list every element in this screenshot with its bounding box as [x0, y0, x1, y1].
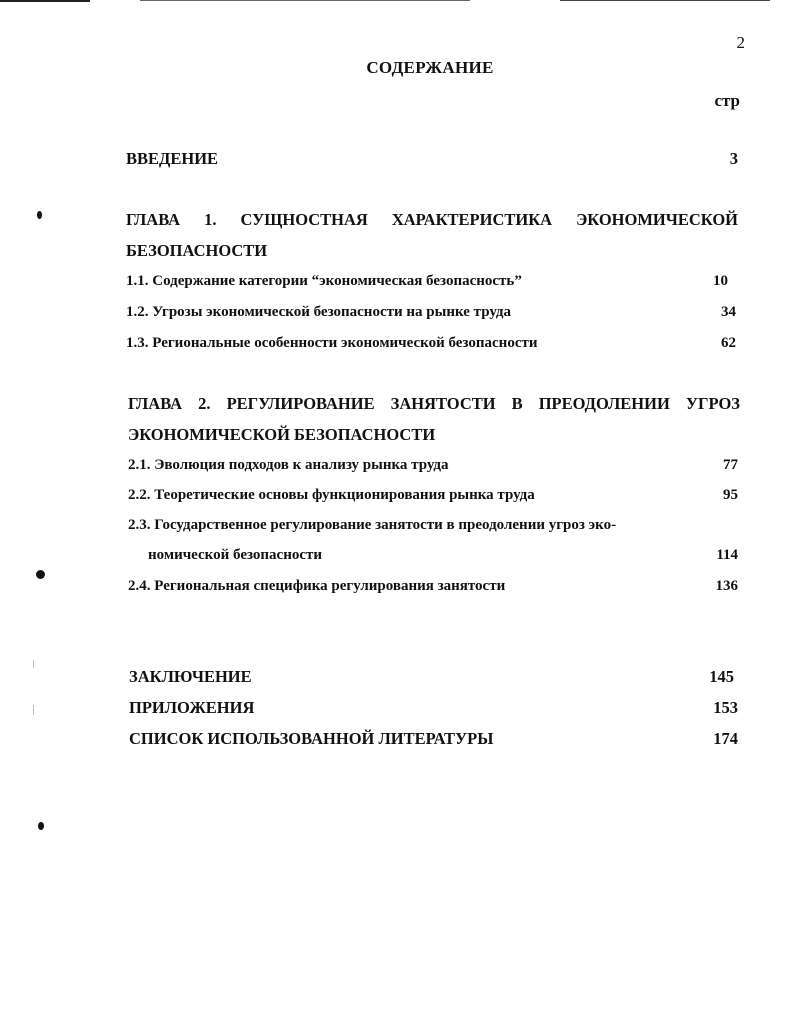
scan-speck [33, 705, 34, 715]
scan-speck [33, 660, 34, 668]
toc-entry-appendices [129, 698, 738, 724]
toc-entry-label: 2.2. Теоретические основы функционирования рынка труда [128, 487, 535, 503]
toc-entry-page: 153 [713, 698, 738, 717]
toc-entry-label: 2.4. Региональная специфика регулирования занятости [128, 578, 506, 594]
toc-entry-page: 77 [723, 457, 738, 473]
page-number: 2 [736, 33, 745, 52]
toc-entry-label: СПИСОК ИСПОЛЬЗОВАННОЙ ЛИТЕРАТУРЫ [129, 729, 494, 748]
toc-entry-2-3 [128, 517, 738, 543]
toc-entry-intro [126, 149, 738, 175]
chapter-1-heading [126, 204, 738, 266]
toc-entry-1-2 [126, 304, 736, 330]
chapter-1-heading-line1: ГЛАВА 1. СУЩНОСТНАЯ ХАРАКТЕРИСТИКА ЭКОНОМИЧЕСКОЙ [126, 210, 738, 229]
toc-entry-label: 1.2. Угрозы экономической безопасности на рынке труда [126, 304, 511, 320]
toc-entry-label: 1.1. Содержание категории “экономическая безопасность” [126, 273, 522, 289]
toc-entry-2-3-continued [148, 547, 738, 573]
binding-mark [36, 570, 45, 579]
toc-entry-1-1 [126, 273, 728, 299]
toc-entry-page: 34 [721, 304, 736, 320]
toc-entry-page: 10 [713, 273, 728, 289]
toc-entry-page: 145 [709, 667, 734, 686]
scan-edge-line [560, 0, 770, 1]
page-title: СОДЕРЖАНИЕ [366, 58, 494, 77]
toc-entry-2-2 [128, 487, 738, 513]
toc-entry-page: 3 [729, 149, 738, 168]
scan-edge-line [140, 0, 470, 1]
toc-entry-2-4 [128, 578, 738, 604]
toc-entry-label: ПРИЛОЖЕНИЯ [129, 698, 255, 717]
page-column-label: стр [714, 91, 740, 110]
toc-entry-label: ВВЕДЕНИЕ [126, 149, 219, 168]
toc-entry-conclusion [129, 667, 734, 693]
toc-entry-page: 62 [721, 335, 736, 351]
toc-entry-page: 174 [713, 729, 738, 748]
toc-entry-label: 2.1. Эволюция подходов к анализу рынка труда [128, 457, 449, 473]
toc-entry-label: номической безопасности [148, 547, 323, 563]
chapter-2-heading-line2: ЭКОНОМИЧЕСКОЙ БЕЗОПАСНОСТИ [128, 425, 436, 444]
chapter-1-heading-line2: БЕЗОПАСНОСТИ [126, 241, 268, 260]
toc-entry-page: 95 [723, 487, 738, 503]
toc-entry-page: 114 [716, 547, 738, 563]
chapter-2-heading-line1: ГЛАВА 2. РЕГУЛИРОВАНИЕ ЗАНЯТОСТИ В ПРЕОДОЛЕНИИ УГРОЗ [128, 394, 740, 413]
toc-entry-label: ЗАКЛЮЧЕНИЕ [129, 667, 252, 686]
toc-entry-page: 136 [715, 578, 738, 594]
binding-mark [38, 822, 44, 830]
chapter-2-heading [128, 388, 740, 450]
binding-mark [37, 211, 42, 219]
toc-entry-bibliography [129, 729, 738, 755]
toc-entry-1-3 [126, 335, 736, 361]
toc-entry-label: 2.3. Государственное регулирование занятости в преодолении угроз эко- [128, 517, 617, 533]
scan-edge-line [0, 0, 90, 2]
toc-entry-2-1 [128, 457, 738, 483]
toc-entry-label: 1.3. Региональные особенности экономической безопасности [126, 335, 538, 351]
